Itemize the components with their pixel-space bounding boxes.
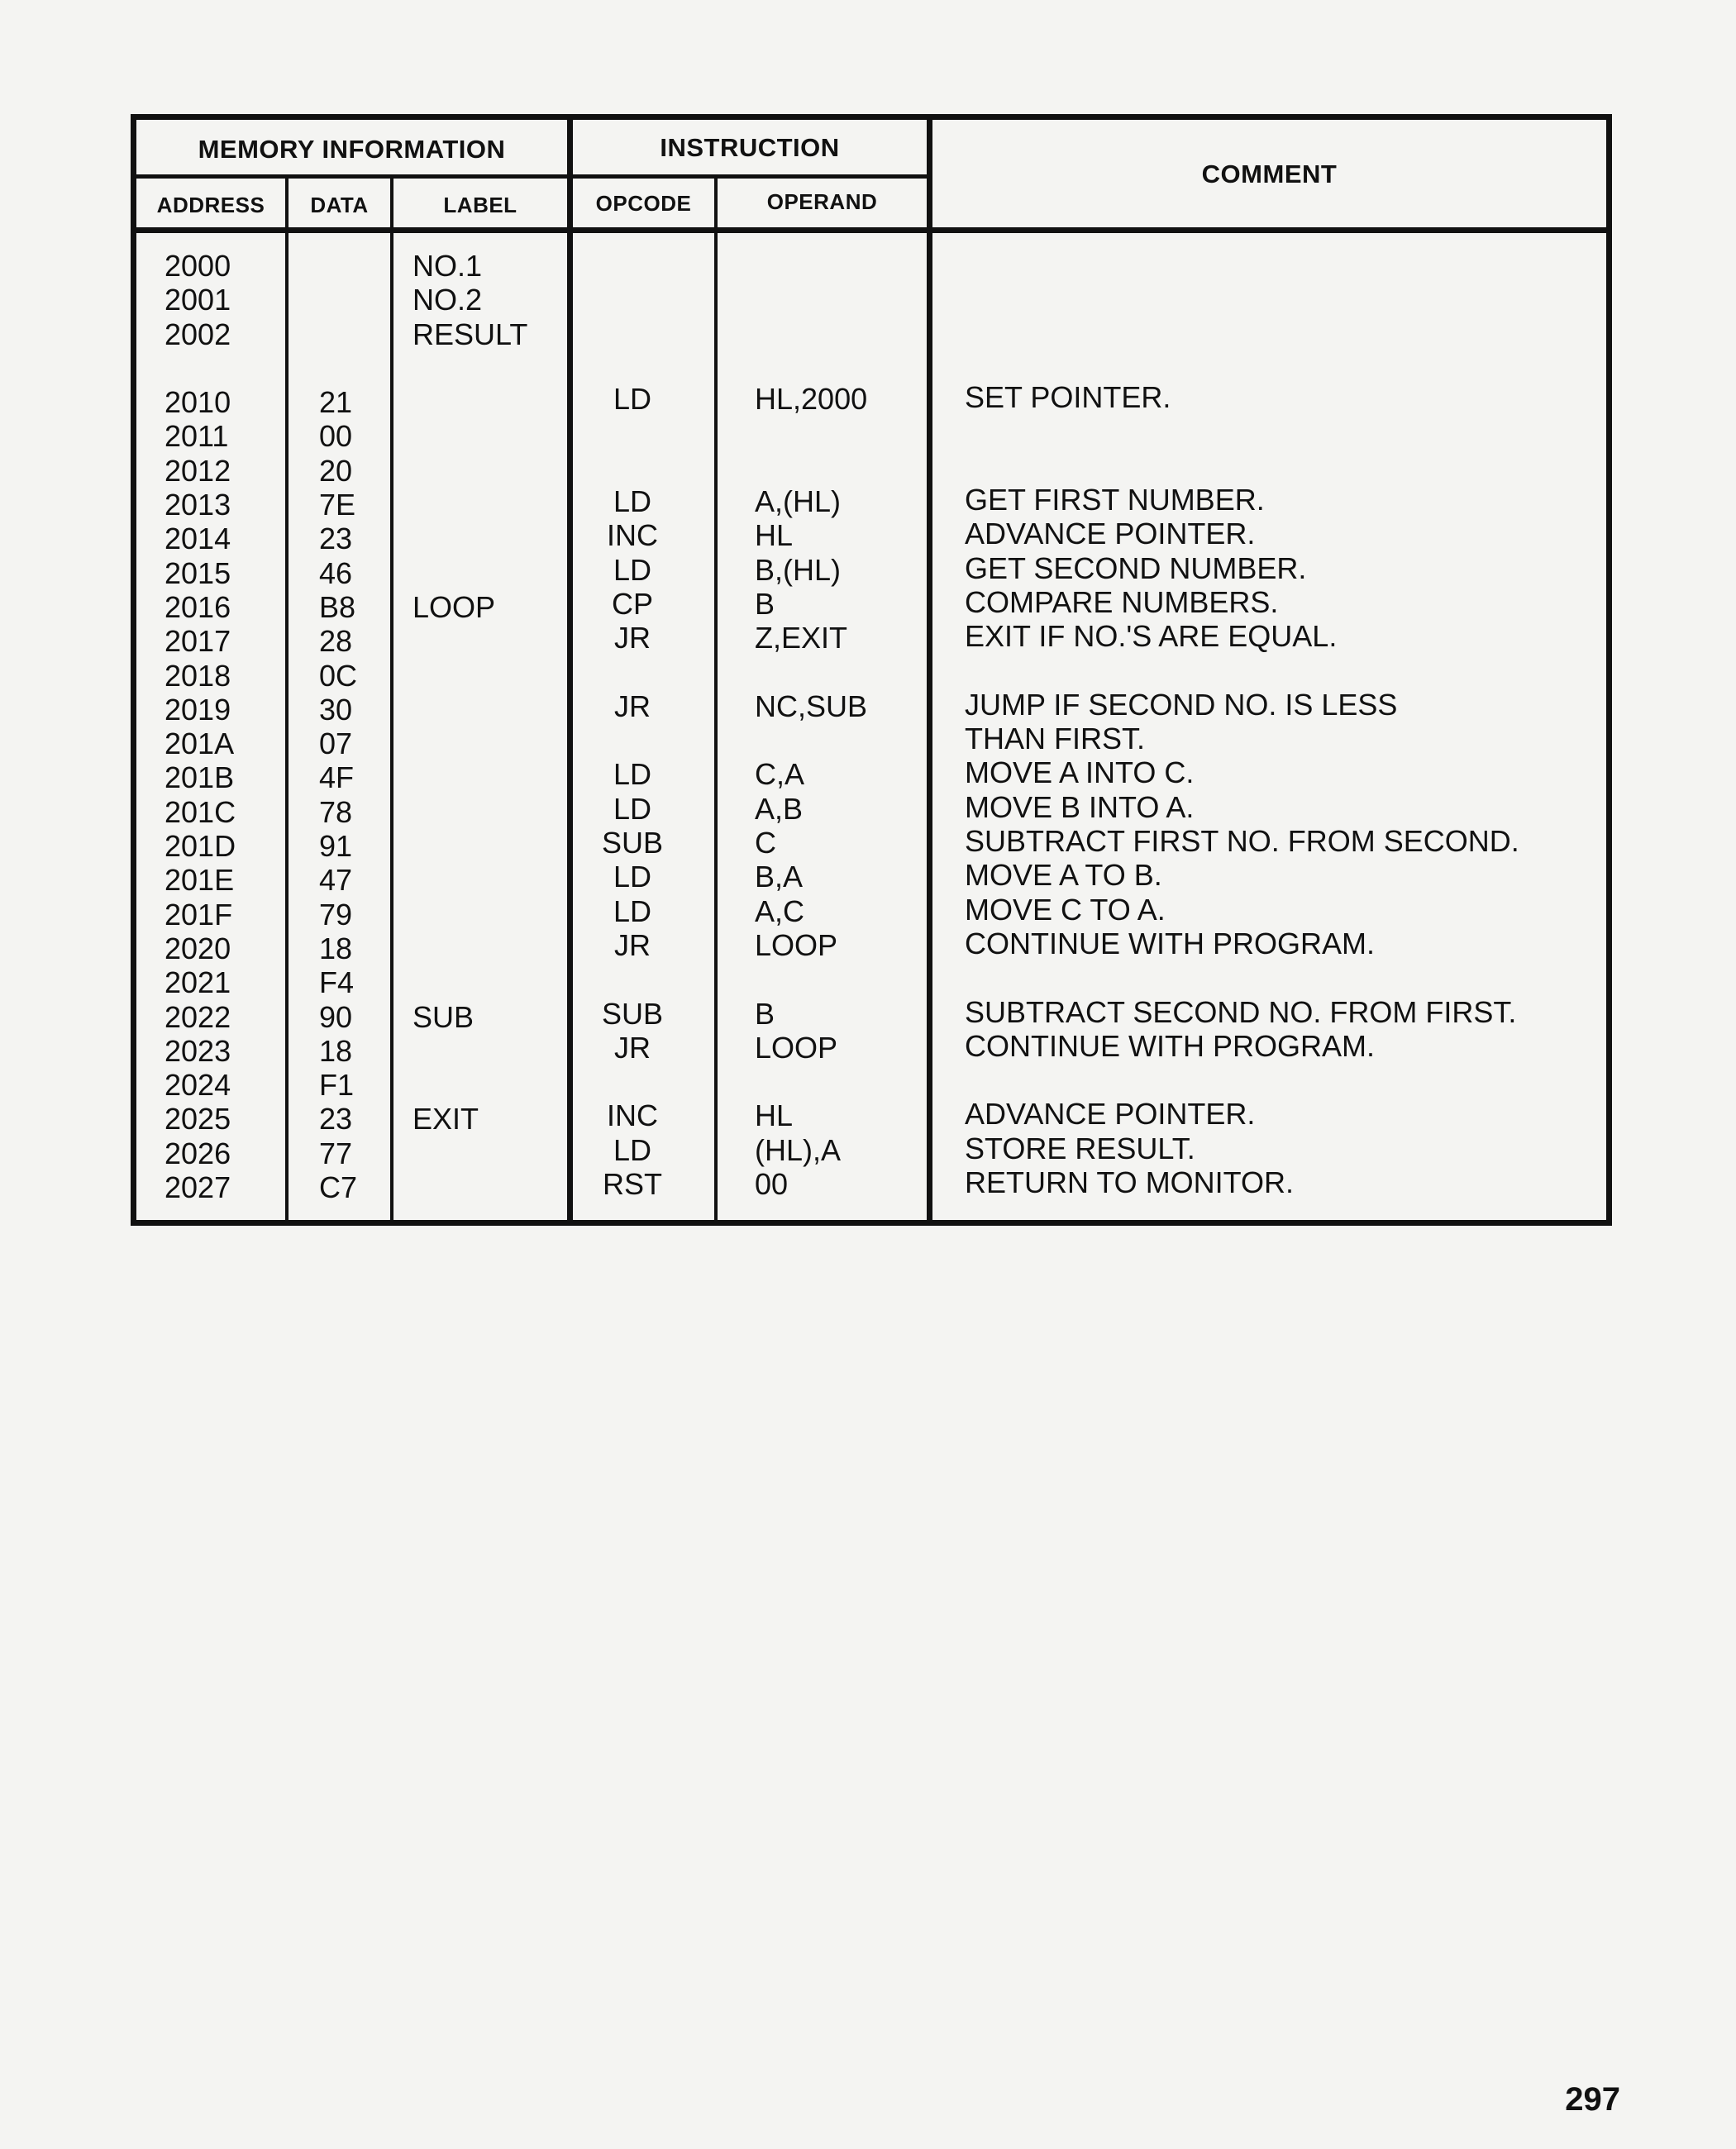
operand-cell: A,(HL) <box>755 484 842 519</box>
label-cell <box>413 454 527 488</box>
address-cell: 2002 <box>165 317 231 351</box>
label-cell <box>413 385 527 419</box>
address-cell: 2027 <box>165 1170 231 1205</box>
operand-cell <box>755 962 867 996</box>
comment-cell <box>965 960 1519 994</box>
operand-cell: 00 <box>755 1167 789 1202</box>
label-cell: NO.2 <box>413 283 483 317</box>
data-cell: 90 <box>319 999 353 1034</box>
address-cell: 201B <box>165 760 235 795</box>
operand-cell: (HL),A <box>755 1132 842 1167</box>
label-cell: LOOP <box>413 589 496 624</box>
address-cell: 201F <box>165 897 233 932</box>
operand-cell <box>755 314 867 348</box>
data-cell: 00 <box>319 419 353 454</box>
operand-cell: B <box>755 996 775 1031</box>
address-cell: 2022 <box>165 999 231 1034</box>
comment-cell: MOVE B INTO A. <box>965 789 1195 824</box>
opcode-cell <box>602 962 663 996</box>
address-cell: 201C <box>165 794 236 829</box>
opcode-cell <box>602 450 663 484</box>
opcode-cell: INC <box>607 518 658 553</box>
address-cell: 2024 <box>165 1068 231 1103</box>
operand-cell <box>755 279 867 313</box>
operand-cell: C <box>755 826 776 860</box>
comment-cell <box>965 346 1519 380</box>
address-data-divider <box>285 178 289 1226</box>
operand-cell: HL <box>755 1098 794 1133</box>
comment-cell: JUMP IF SECOND NO. IS LESS <box>965 687 1398 722</box>
address-cell: 201A <box>165 727 235 761</box>
label-cell <box>413 829 527 863</box>
comment-cell: SUBTRACT SECOND NO. FROM FIRST. <box>965 994 1517 1029</box>
label-cell <box>413 351 527 385</box>
address-cell: 2017 <box>165 624 231 659</box>
operand-cell: Z,EXIT <box>755 621 848 655</box>
operand-cell: NC,SUB <box>755 689 868 723</box>
label-cell <box>413 522 527 555</box>
data-header: DATA <box>310 193 369 217</box>
data-cell: 7E <box>319 488 356 522</box>
label-cell <box>413 965 527 999</box>
address-cell: 201E <box>165 863 235 898</box>
address-cell: 2013 <box>165 488 231 522</box>
data-cell: 28 <box>319 624 353 659</box>
opcode-cell: SUB <box>601 996 664 1031</box>
address-cell: 2011 <box>165 419 229 454</box>
opcode-column <box>602 245 663 1201</box>
address-cell: 2018 <box>165 658 231 693</box>
instruction-comment-divider <box>927 120 932 1226</box>
data-cell: 30 <box>319 692 353 727</box>
operand-cell: B <box>755 586 775 621</box>
data-cell <box>319 317 357 351</box>
label-cell <box>413 932 527 965</box>
data-cell: 79 <box>319 897 353 932</box>
data-cell: 0C <box>319 658 358 693</box>
opcode-cell: LD <box>613 757 652 792</box>
data-cell: 47 <box>319 863 353 898</box>
opcode-cell: LD <box>613 893 652 928</box>
label-cell <box>413 1034 527 1068</box>
comment-cell: MOVE C TO A. <box>965 892 1166 927</box>
opcode-cell: LD <box>613 382 652 417</box>
program-listing-table <box>131 114 1612 1226</box>
data-cell: 18 <box>319 931 353 965</box>
label-cell <box>413 693 527 727</box>
address-cell: 2019 <box>165 692 231 727</box>
operand-cell: LOOP <box>755 927 838 962</box>
comment-column <box>965 244 1519 1199</box>
operand-cell: B,(HL) <box>755 552 842 587</box>
comment-cell: MOVE A INTO C. <box>965 755 1195 790</box>
operand-cell: HL <box>755 518 794 553</box>
operand-cell <box>755 450 867 484</box>
comment-cell: STORE RESULT. <box>965 1131 1195 1165</box>
data-cell: 23 <box>319 1102 353 1136</box>
comment-cell: GET FIRST NUMBER. <box>965 483 1265 517</box>
label-cell <box>413 727 527 760</box>
operand-column <box>755 245 867 1201</box>
comment-cell: GET SECOND NUMBER. <box>965 550 1307 585</box>
comment-cell <box>965 1063 1519 1097</box>
comment-cell: CONTINUE WITH PROGRAM. <box>965 926 1375 960</box>
address-cell: 2000 <box>165 249 231 283</box>
label-cell <box>413 659 527 693</box>
data-cell: 07 <box>319 727 353 761</box>
operand-header: OPERAND <box>766 189 878 214</box>
address-cell: 2010 <box>165 385 231 420</box>
data-cell: 78 <box>319 794 353 829</box>
address-header: ADDRESS <box>156 193 265 217</box>
opcode-cell: SUB <box>601 826 664 860</box>
label-column <box>413 249 527 1204</box>
opcode-cell <box>602 655 663 689</box>
data-column <box>319 249 357 1204</box>
operand-cell <box>755 723 867 757</box>
label-cell <box>413 1136 527 1170</box>
comment-cell: MOVE A TO B. <box>965 858 1162 893</box>
opcode-cell: LD <box>613 860 652 894</box>
data-cell: C7 <box>319 1170 358 1205</box>
opcode-cell: JR <box>614 927 651 962</box>
address-cell: 2025 <box>165 1102 231 1136</box>
data-cell: 46 <box>319 555 353 590</box>
label-cell: RESULT <box>413 317 528 351</box>
label-header: LABEL <box>443 193 517 217</box>
label-cell <box>413 556 527 590</box>
address-cell: 2016 <box>165 589 231 624</box>
address-cell: 2015 <box>165 555 231 590</box>
address-cell <box>165 351 236 385</box>
comment-cell <box>965 449 1519 483</box>
data-cell <box>319 283 357 317</box>
address-cell: 2026 <box>165 1136 231 1170</box>
label-cell <box>413 1170 527 1204</box>
address-cell: 2023 <box>165 1033 231 1068</box>
instruction-header: INSTRUCTION <box>660 133 840 162</box>
data-cell: B8 <box>319 589 356 624</box>
comment-cell <box>965 312 1519 346</box>
operand-cell <box>755 245 867 279</box>
data-cell: F4 <box>319 965 355 1000</box>
address-cell: 2021 <box>165 965 231 1000</box>
page-number: 297 <box>1565 2081 1620 2118</box>
comment-cell <box>965 278 1519 312</box>
label-cell: SUB <box>413 999 475 1034</box>
label-cell <box>413 488 527 522</box>
opcode-cell <box>602 348 663 382</box>
comment-cell: RETURN TO MONITOR. <box>965 1165 1295 1200</box>
comment-cell: SUBTRACT FIRST NO. FROM SECOND. <box>965 824 1519 859</box>
comment-header: COMMENT <box>1201 160 1338 188</box>
label-cell <box>413 419 527 453</box>
operand-cell: A,C <box>755 893 805 928</box>
comment-cell: ADVANCE POINTER. <box>965 1097 1256 1132</box>
data-cell <box>319 249 357 283</box>
data-cell: 18 <box>319 1033 353 1068</box>
opcode-cell: LD <box>613 1132 652 1167</box>
opcode-cell: RST <box>603 1167 662 1202</box>
address-column <box>165 249 236 1204</box>
data-cell: 23 <box>319 522 353 556</box>
comment-cell <box>965 414 1519 448</box>
opcode-cell <box>602 314 663 348</box>
label-cell: EXIT <box>413 1102 479 1136</box>
memory-information-header: MEMORY INFORMATION <box>198 135 506 164</box>
address-cell: 2012 <box>165 453 231 488</box>
operand-cell: B,A <box>755 860 804 894</box>
operand-cell: HL,2000 <box>755 382 868 417</box>
data-cell: 4F <box>319 760 355 795</box>
opcode-cell: CP <box>611 586 653 621</box>
comment-cell: THAN FIRST. <box>965 722 1146 756</box>
header-bottom-rule <box>136 227 1606 233</box>
opcode-cell: LD <box>613 484 652 519</box>
comment-cell: EXIT IF NO.'S ARE EQUAL. <box>965 619 1338 654</box>
opcode-cell: LD <box>613 552 652 587</box>
label-cell <box>413 863 527 897</box>
label-cell <box>413 760 527 794</box>
address-cell: 201D <box>165 829 236 864</box>
comment-cell: CONTINUE WITH PROGRAM. <box>965 1028 1375 1063</box>
data-cell <box>319 351 357 385</box>
label-cell <box>413 624 527 658</box>
opcode-cell <box>602 416 663 450</box>
data-label-divider <box>390 178 393 1226</box>
opcode-header: OPCODE <box>595 191 692 216</box>
comment-cell: SET POINTER. <box>965 380 1171 415</box>
memory-instruction-divider <box>567 120 573 1226</box>
address-cell: 2001 <box>165 283 231 317</box>
data-cell: F1 <box>319 1068 355 1103</box>
data-cell: 20 <box>319 453 353 488</box>
group-header-rule <box>136 174 932 179</box>
operand-cell: A,B <box>755 791 804 826</box>
label-cell <box>413 1068 527 1102</box>
address-cell: 2020 <box>165 931 231 965</box>
opcode-cell: JR <box>614 621 651 655</box>
label-cell <box>413 898 527 932</box>
opcode-cell: JR <box>614 689 651 723</box>
operand-cell <box>755 655 867 689</box>
data-cell: 21 <box>319 385 353 420</box>
operand-cell <box>755 416 867 450</box>
opcode-cell <box>602 723 663 757</box>
operand-cell: LOOP <box>755 1030 838 1065</box>
opcode-cell <box>602 245 663 279</box>
comment-cell <box>965 654 1519 688</box>
comment-cell: ADVANCE POINTER. <box>965 517 1256 551</box>
opcode-operand-divider <box>714 178 718 1226</box>
operand-cell: C,A <box>755 757 805 792</box>
data-cell: 77 <box>319 1136 353 1170</box>
address-cell: 2014 <box>165 522 231 556</box>
opcode-cell <box>602 1065 663 1098</box>
operand-cell <box>755 1065 867 1098</box>
label-cell: NO.1 <box>413 249 483 283</box>
comment-cell: COMPARE NUMBERS. <box>965 584 1279 619</box>
operand-cell <box>755 348 867 382</box>
opcode-cell: JR <box>614 1030 651 1065</box>
comment-cell <box>965 244 1519 278</box>
opcode-cell: INC <box>607 1098 658 1133</box>
label-cell <box>413 795 527 829</box>
data-cell: 91 <box>319 829 353 864</box>
opcode-cell: LD <box>613 791 652 826</box>
opcode-cell <box>602 279 663 313</box>
